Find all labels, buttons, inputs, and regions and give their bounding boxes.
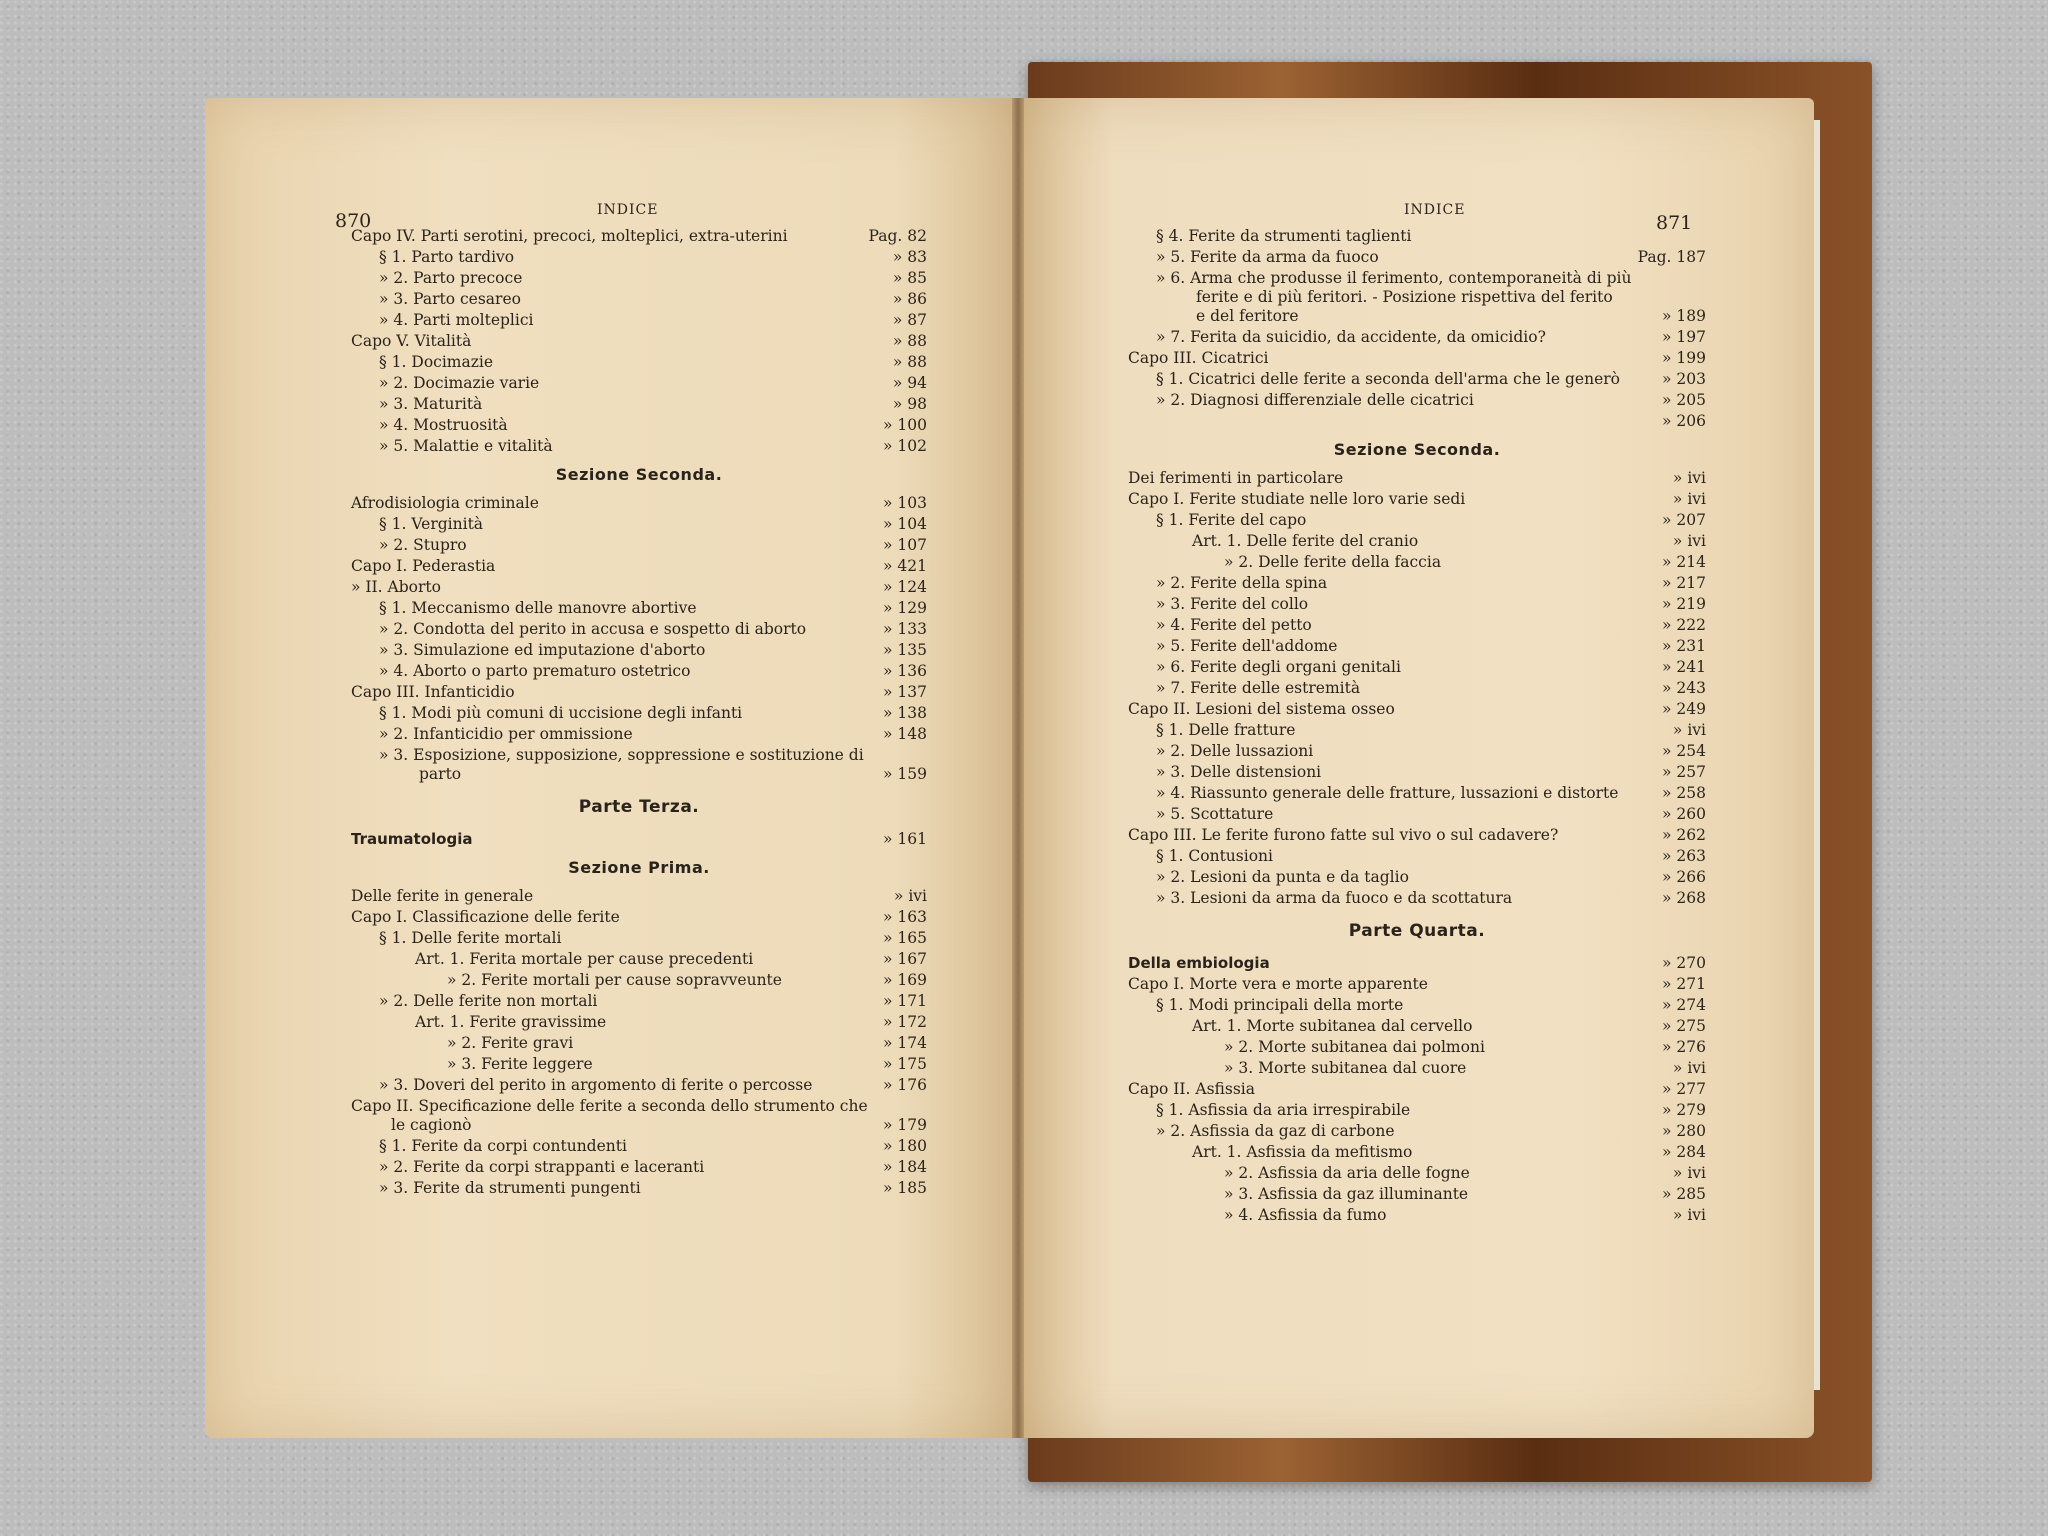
toc-entry-title: Art. 1. Ferita mortale per cause precedenti bbox=[415, 950, 754, 968]
table-of-contents bbox=[1128, 226, 1706, 1226]
toc-entry-title: » 3. Esposizione, supposizione, soppressione e sostituzione di bbox=[379, 746, 864, 764]
toc-entry-page: » 222 bbox=[1662, 616, 1706, 634]
toc-entry-page: » 94 bbox=[892, 374, 927, 392]
toc-entry-page: » 179 bbox=[883, 1116, 927, 1134]
toc-entry-page: » 161 bbox=[883, 830, 927, 848]
toc-entry-title: Della embiologia bbox=[1128, 954, 1270, 972]
toc-entry-page: » 199 bbox=[1662, 349, 1706, 367]
toc-entry-title: » 3. Maturità bbox=[379, 395, 483, 413]
toc-entry-continuation: parto bbox=[419, 765, 462, 783]
toc-entry bbox=[351, 352, 927, 373]
section-heading: Sezione Seconda. bbox=[1333, 440, 1501, 459]
toc-entry-page: » 86 bbox=[892, 290, 927, 308]
toc-entry-title: § 1. Parto tardivo bbox=[379, 248, 515, 266]
toc-entry-title: » 2. Ferite della spina bbox=[1156, 574, 1328, 592]
toc-entry-page: » 241 bbox=[1662, 658, 1706, 676]
running-head: INDICE bbox=[597, 202, 659, 218]
toc-entry bbox=[1128, 783, 1706, 804]
toc-entry bbox=[1128, 1037, 1706, 1058]
toc-entry-page: » ivi bbox=[1672, 1059, 1706, 1077]
toc-entry-title: » 3. Ferite del collo bbox=[1156, 595, 1309, 613]
toc-entry bbox=[351, 1096, 927, 1136]
toc-entry-page: » 124 bbox=[883, 578, 927, 596]
toc-entry-title: » 2. Asfissia da gaz di carbone bbox=[1156, 1122, 1395, 1140]
toc-entry bbox=[1128, 720, 1706, 741]
toc-entry bbox=[1128, 348, 1706, 369]
toc-entry-page: Pag. 82 bbox=[868, 227, 927, 245]
toc-entry-title: » 3. Doveri del perito in argomento di ferite o percosse bbox=[379, 1076, 813, 1094]
toc-entry-title: » 2. Delle ferite della faccia bbox=[1224, 553, 1442, 571]
toc-entry-title: » 5. Ferite da arma da fuoco bbox=[1156, 248, 1379, 266]
section-heading: Sezione Seconda. bbox=[555, 465, 723, 484]
toc-entry-page: » 266 bbox=[1662, 868, 1706, 886]
toc-entry-title: » 3. Parto cesareo bbox=[379, 290, 521, 308]
toc-entry bbox=[1128, 804, 1706, 825]
toc-entry bbox=[351, 310, 927, 331]
toc-entry-page: » ivi bbox=[1672, 1164, 1706, 1182]
toc-entry-title: Capo I. Ferite studiate nelle loro varie sedi bbox=[1128, 490, 1466, 508]
toc-entry bbox=[1128, 657, 1706, 678]
toc-entry-title: Capo IV. Parti serotini, precoci, molteplici, extra-uterini bbox=[351, 227, 788, 245]
toc-entry bbox=[351, 1054, 927, 1075]
toc-entry bbox=[351, 745, 927, 785]
toc-entry-page: » 262 bbox=[1662, 826, 1706, 844]
toc-entry-page: » 138 bbox=[883, 704, 927, 722]
toc-entry bbox=[351, 1136, 927, 1157]
toc-entry bbox=[351, 829, 927, 850]
toc-entry-page: » 254 bbox=[1662, 742, 1706, 760]
toc-entry bbox=[1128, 888, 1706, 909]
toc-entry-title: » II. Aborto bbox=[351, 578, 441, 596]
toc-entry-title: Art. 1. Morte subitanea dal cervello bbox=[1192, 1017, 1473, 1035]
toc-entry-title: § 4. Ferite da strumenti taglienti bbox=[1156, 227, 1412, 245]
page-number: 871 bbox=[1656, 212, 1693, 234]
toc-entry bbox=[351, 1178, 927, 1199]
toc-entry bbox=[1128, 1184, 1706, 1205]
toc-entry-title: Traumatologia bbox=[351, 830, 473, 848]
toc-entry bbox=[1128, 552, 1706, 573]
toc-entry-title: Capo II. Specificazione delle ferite a seconda dello strumento che bbox=[351, 1097, 868, 1115]
toc-entry-title: » 4. Asfissia da fumo bbox=[1224, 1206, 1387, 1224]
toc-entry-page: » ivi bbox=[1672, 532, 1706, 550]
toc-entry bbox=[1128, 974, 1706, 995]
toc-entry-page: » 148 bbox=[883, 725, 927, 743]
toc-entry-title: Capo III. Le ferite furono fatte sul vivo o sul cadavere? bbox=[1128, 826, 1559, 844]
toc-entry-title: » 3. Ferite da strumenti pungenti bbox=[379, 1179, 641, 1197]
toc-entry-title: » 6. Ferite degli organi genitali bbox=[1156, 658, 1401, 676]
toc-entry-title: » 2. Ferite da corpi strappanti e laceranti bbox=[379, 1158, 705, 1176]
toc-entry-title: » 3. Asfissia da gaz illuminante bbox=[1224, 1185, 1469, 1203]
toc-entry-title: § 1. Verginità bbox=[379, 515, 484, 533]
toc-entry bbox=[351, 373, 927, 394]
toc-entry-page: » 279 bbox=[1662, 1101, 1706, 1119]
toc-entry-title: Dei ferimenti in particolare bbox=[1128, 469, 1344, 487]
toc-entry-page: » 280 bbox=[1662, 1122, 1706, 1140]
toc-entry bbox=[351, 226, 927, 247]
toc-entry-page: » ivi bbox=[1672, 490, 1706, 508]
toc-entry bbox=[351, 682, 927, 703]
page-number: 870 bbox=[335, 210, 372, 232]
toc-entry bbox=[1128, 1205, 1706, 1226]
toc-entry-page: » 88 bbox=[892, 353, 927, 371]
toc-entry bbox=[1128, 247, 1706, 268]
toc-entry-title: » 3. Morte subitanea dal cuore bbox=[1224, 1059, 1467, 1077]
toc-entry bbox=[1128, 1079, 1706, 1100]
toc-entry bbox=[1128, 390, 1706, 411]
toc-entry bbox=[1128, 1016, 1706, 1037]
toc-entry-page: » 136 bbox=[883, 662, 927, 680]
toc-entry bbox=[351, 1075, 927, 1096]
toc-entry-page: » ivi bbox=[1672, 1206, 1706, 1224]
toc-entry-title: Art. 1. Asfissia da mefitismo bbox=[1192, 1143, 1413, 1161]
toc-entry-page: » 135 bbox=[883, 641, 927, 659]
toc-entry-title: » 3. Lesioni da arma da fuoco e da scottatura bbox=[1156, 889, 1513, 907]
toc-entry-title: » 3. Simulazione ed imputazione d'aborto bbox=[379, 641, 706, 659]
toc-entry-page: » ivi bbox=[1672, 469, 1706, 487]
toc-entry bbox=[1128, 1100, 1706, 1121]
toc-entry-page: » 107 bbox=[883, 536, 927, 554]
toc-entry bbox=[1128, 531, 1706, 552]
toc-entry bbox=[1128, 369, 1706, 390]
toc-entry-page: » 274 bbox=[1662, 996, 1706, 1014]
toc-entry-title: » 3. Delle distensioni bbox=[1156, 763, 1322, 781]
toc-entry bbox=[351, 907, 927, 928]
toc-entry-page: » 180 bbox=[883, 1137, 927, 1155]
toc-entry-page: » 249 bbox=[1662, 700, 1706, 718]
toc-entry-title: » 5. Malattie e vitalità bbox=[379, 437, 553, 455]
toc-entry bbox=[351, 928, 927, 949]
toc-entry bbox=[1128, 1058, 1706, 1079]
toc-entry-title: » 2. Ferite gravi bbox=[447, 1034, 574, 1052]
toc-entry-page: » 421 bbox=[883, 557, 927, 575]
toc-entry bbox=[1128, 489, 1706, 510]
toc-entry bbox=[1128, 327, 1706, 348]
toc-entry bbox=[351, 415, 927, 436]
toc-entry bbox=[1128, 510, 1706, 531]
toc-entry-page: » 258 bbox=[1662, 784, 1706, 802]
toc-entry-page: » 285 bbox=[1662, 1185, 1706, 1203]
toc-entry-page: » 260 bbox=[1662, 805, 1706, 823]
toc-entry-title: » 4. Parti molteplici bbox=[379, 311, 534, 329]
toc-entry bbox=[1128, 953, 1706, 974]
toc-entry bbox=[351, 1012, 927, 1033]
toc-entry-page: » 83 bbox=[892, 248, 927, 266]
toc-entry-page: » 219 bbox=[1662, 595, 1706, 613]
toc-entry-page: » 217 bbox=[1662, 574, 1706, 592]
toc-entry-title: Capo II. Lesioni del sistema osseo bbox=[1128, 700, 1395, 718]
toc-entry-page: » 207 bbox=[1662, 511, 1706, 529]
toc-entry-title: § 1. Ferite da corpi contundenti bbox=[379, 1137, 627, 1155]
toc-entry bbox=[351, 289, 927, 310]
toc-entry-page: » 268 bbox=[1662, 889, 1706, 907]
toc-entry-continuation: le cagionò bbox=[391, 1116, 472, 1134]
toc-entry-page: » 103 bbox=[883, 494, 927, 512]
toc-entry bbox=[351, 619, 927, 640]
toc-entry bbox=[351, 886, 927, 907]
toc-entry bbox=[1128, 573, 1706, 594]
toc-entry bbox=[351, 247, 927, 268]
toc-entry-title: » 2. Docimazie varie bbox=[379, 374, 540, 392]
toc-entry-title: » 2. Infanticidio per ommissione bbox=[379, 725, 633, 743]
section-heading: Parte Quarta. bbox=[1348, 921, 1486, 941]
toc-entry bbox=[351, 535, 927, 556]
toc-entry-page: » 100 bbox=[883, 416, 927, 434]
toc-entry bbox=[351, 970, 927, 991]
toc-entry-page: » 87 bbox=[892, 311, 927, 329]
toc-entry-page: » 85 bbox=[892, 269, 927, 287]
toc-entry bbox=[351, 598, 927, 619]
toc-entry bbox=[1128, 867, 1706, 888]
toc-entry-title: Afrodisiologia criminale bbox=[351, 494, 539, 512]
toc-entry-title: » 2. Delle lussazioni bbox=[1156, 742, 1314, 760]
toc-entry-title: § 1. Docimazie bbox=[379, 353, 494, 371]
toc-entry-title: » 2. Lesioni da punta e da taglio bbox=[1156, 868, 1409, 886]
toc-entry bbox=[351, 1033, 927, 1054]
toc-entry bbox=[1128, 699, 1706, 720]
toc-entry-page: » 176 bbox=[883, 1076, 927, 1094]
toc-entry-title: » 4. Aborto o parto prematuro ostetrico bbox=[379, 662, 691, 680]
toc-entry bbox=[351, 724, 927, 745]
toc-entry-page: » 231 bbox=[1662, 637, 1706, 655]
toc-entry-title: » 4. Riassunto generale delle fratture, lussazioni e distorte bbox=[1156, 784, 1619, 802]
toc-entry-title: Capo I. Pederastia bbox=[351, 557, 496, 575]
toc-entry-title: » 4. Ferite del petto bbox=[1156, 616, 1312, 634]
toc-entry-page: » 263 bbox=[1662, 847, 1706, 865]
toc-entry-title: » 2. Diagnosi differenziale delle cicatrici bbox=[1156, 391, 1474, 409]
toc-entry-page: » 270 bbox=[1662, 954, 1706, 972]
toc-entry bbox=[351, 703, 927, 724]
toc-entry-title: » 2. Ferite mortali per cause sopravveunte bbox=[447, 971, 782, 989]
toc-entry-page: » 276 bbox=[1662, 1038, 1706, 1056]
toc-entry-title: » 2. Condotta del perito in accusa e sospetto di aborto bbox=[379, 620, 807, 638]
toc-entry-title: § 1. Delle fratture bbox=[1156, 721, 1296, 739]
toc-entry-title: Capo I. Morte vera e morte apparente bbox=[1128, 975, 1428, 993]
toc-entry-title: Capo I. Classificazione delle ferite bbox=[351, 908, 620, 926]
toc-entry-title: § 1. Meccanismo delle manovre abortive bbox=[379, 599, 697, 617]
toc-entry bbox=[351, 949, 927, 970]
toc-entry-page: » 277 bbox=[1662, 1080, 1706, 1098]
toc-entry-title: Capo II. Asfissia bbox=[1128, 1080, 1255, 1098]
toc-entry-page: » 205 bbox=[1662, 391, 1706, 409]
toc-entry-page: » 214 bbox=[1662, 553, 1706, 571]
toc-entry-page: » 165 bbox=[883, 929, 927, 947]
toc-entry-page: » 203 bbox=[1662, 370, 1706, 388]
toc-entry-title: Art. 1. Ferite gravissime bbox=[415, 1013, 607, 1031]
toc-entry-title: Capo III. Cicatrici bbox=[1128, 349, 1269, 367]
toc-entry bbox=[1128, 762, 1706, 783]
toc-entry-title: » 2. Asfissia da aria delle fogne bbox=[1224, 1164, 1470, 1182]
toc-entry-page: » 189 bbox=[1662, 307, 1706, 325]
toc-entry bbox=[351, 640, 927, 661]
section-heading: Parte Terza. bbox=[578, 797, 700, 817]
toc-entry-title: » 4. Mostruosità bbox=[379, 416, 508, 434]
toc-entry-page: » 185 bbox=[883, 1179, 927, 1197]
toc-entry bbox=[1128, 226, 1706, 247]
toc-entry bbox=[1128, 594, 1706, 615]
toc-entry-title: § 1. Asfissia da aria irrespirabile bbox=[1156, 1101, 1411, 1119]
toc-entry bbox=[1128, 1142, 1706, 1163]
toc-entry-title: » 3. Ferite leggere bbox=[447, 1055, 593, 1073]
toc-entry-title: Capo III. Infanticidio bbox=[351, 683, 515, 701]
toc-entry bbox=[1128, 1163, 1706, 1184]
toc-entry bbox=[351, 577, 927, 598]
toc-entry-title: § 1. Modi più comuni di uccisione degli infanti bbox=[379, 704, 743, 722]
toc-entry-page: » 206 bbox=[1662, 412, 1706, 430]
running-head: INDICE bbox=[1404, 202, 1466, 218]
book-gutter bbox=[1012, 98, 1024, 1438]
toc-entry-page: » 167 bbox=[883, 950, 927, 968]
toc-entry-page: » 102 bbox=[883, 437, 927, 455]
toc-entry bbox=[1128, 678, 1706, 699]
toc-entry-title: § 1. Delle ferite mortali bbox=[379, 929, 562, 947]
toc-entry-page: » 284 bbox=[1662, 1143, 1706, 1161]
toc-entry bbox=[351, 556, 927, 577]
toc-entry-title: § 1. Modi principali della morte bbox=[1156, 996, 1404, 1014]
toc-entry bbox=[1128, 825, 1706, 846]
toc-entry-page: » 137 bbox=[883, 683, 927, 701]
toc-entry-page: Pag. 187 bbox=[1637, 248, 1706, 266]
toc-entry-title: » 6. Arma che produsse il ferimento, contemporaneità di più bbox=[1156, 269, 1632, 287]
left-page bbox=[205, 98, 1017, 1438]
toc-entry-continuation: e del feritore bbox=[1196, 307, 1299, 325]
toc-entry-title: » 2. Morte subitanea dai polmoni bbox=[1224, 1038, 1485, 1056]
toc-entry bbox=[1128, 636, 1706, 657]
toc-entry-page: » ivi bbox=[1672, 721, 1706, 739]
toc-entry-title: Delle ferite in generale bbox=[351, 887, 534, 905]
toc-entry bbox=[351, 331, 927, 352]
toc-entry bbox=[351, 394, 927, 415]
toc-entry bbox=[1128, 411, 1706, 432]
toc-entry bbox=[1128, 615, 1706, 636]
toc-entry bbox=[1128, 846, 1706, 867]
toc-entry-page: » 184 bbox=[883, 1158, 927, 1176]
toc-entry bbox=[351, 661, 927, 682]
toc-entry-title: » 2. Stupro bbox=[379, 536, 467, 554]
toc-entry-title: § 1. Ferite del capo bbox=[1156, 511, 1307, 529]
toc-entry bbox=[1128, 268, 1706, 327]
toc-entry-page: » 98 bbox=[892, 395, 927, 413]
toc-entry bbox=[351, 991, 927, 1012]
section-heading: Sezione Prima. bbox=[568, 858, 710, 877]
table-of-contents bbox=[351, 226, 927, 1199]
toc-entry-title: » 7. Ferite delle estremità bbox=[1156, 679, 1361, 697]
toc-entry bbox=[351, 493, 927, 514]
toc-entry-page: » 163 bbox=[883, 908, 927, 926]
toc-entry-title: Art. 1. Delle ferite del cranio bbox=[1192, 532, 1419, 550]
toc-entry bbox=[351, 514, 927, 535]
toc-entry-page: » 271 bbox=[1662, 975, 1706, 993]
toc-entry bbox=[351, 268, 927, 289]
toc-entry-title: » 5. Ferite dell'addome bbox=[1156, 637, 1338, 655]
toc-entry-title: § 1. Cicatrici delle ferite a seconda dell'arma che le generò bbox=[1156, 370, 1620, 388]
toc-entry-title: » 2. Parto precoce bbox=[379, 269, 523, 287]
toc-entry-page: » 172 bbox=[883, 1013, 927, 1031]
toc-entry-title: » 5. Scottature bbox=[1156, 805, 1274, 823]
toc-entry-page: » 88 bbox=[892, 332, 927, 350]
toc-entry bbox=[1128, 995, 1706, 1016]
toc-entry-page: » 197 bbox=[1662, 328, 1706, 346]
toc-entry bbox=[351, 1157, 927, 1178]
toc-entry-page: » 169 bbox=[883, 971, 927, 989]
toc-entry-continuation: ferite e di più feritori. - Posizione rispettiva del ferito bbox=[1196, 288, 1613, 306]
toc-entry-page: » 175 bbox=[883, 1055, 927, 1073]
toc-entry bbox=[351, 436, 927, 457]
toc-entry-page: » 243 bbox=[1662, 679, 1706, 697]
toc-entry bbox=[1128, 741, 1706, 762]
toc-entry-page: » 257 bbox=[1662, 763, 1706, 781]
toc-entry-page: » 159 bbox=[883, 765, 927, 783]
right-page bbox=[1018, 98, 1814, 1438]
toc-entry-title: § 1. Contusioni bbox=[1156, 847, 1273, 865]
toc-entry-page: » 174 bbox=[883, 1034, 927, 1052]
toc-entry-title: » 7. Ferita da suicidio, da accidente, da omicidio? bbox=[1156, 328, 1546, 346]
toc-entry-page: » 104 bbox=[883, 515, 927, 533]
toc-entry bbox=[1128, 1121, 1706, 1142]
toc-entry-page: » 171 bbox=[883, 992, 927, 1010]
toc-entry-page: » 133 bbox=[883, 620, 927, 638]
toc-entry-title: » 2. Delle ferite non mortali bbox=[379, 992, 598, 1010]
toc-entry-title: Capo V. Vitalità bbox=[351, 332, 472, 350]
toc-entry bbox=[1128, 468, 1706, 489]
toc-entry-page: » ivi bbox=[893, 887, 927, 905]
toc-entry-page: » 129 bbox=[883, 599, 927, 617]
toc-entry-page: » 275 bbox=[1662, 1017, 1706, 1035]
